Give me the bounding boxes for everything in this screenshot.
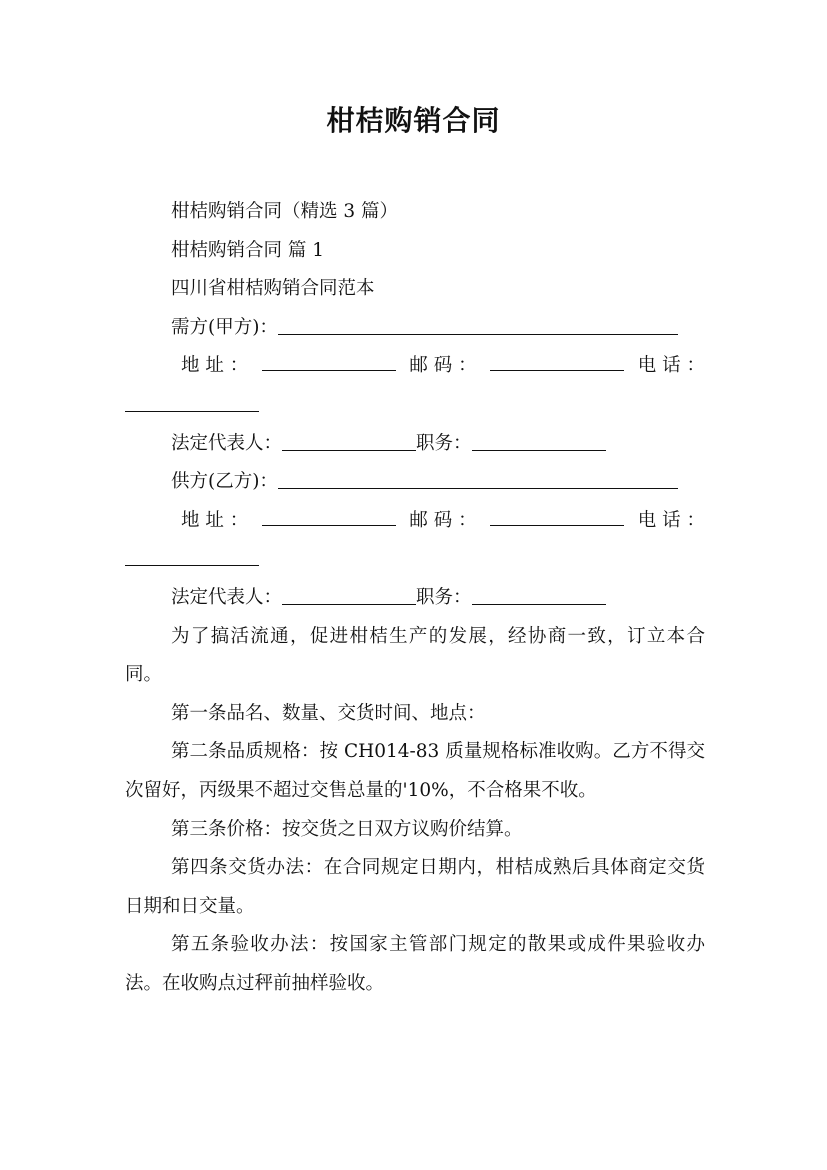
seller-contact-line (125, 502, 705, 541)
buyer-rep-label: 法定代表人： (171, 432, 283, 454)
seller-position-label: 职务： (416, 586, 472, 608)
buyer-position-label: 职务： (416, 432, 472, 454)
seller-postcode-label: 邮 码 ： (409, 509, 477, 531)
buyer-address-blank[interactable] (262, 352, 396, 371)
buyer-label: 需方(甲方)： (171, 316, 278, 338)
buyer-contact-line (125, 347, 705, 386)
seller-name-blank[interactable] (278, 470, 678, 489)
buyer-name-blank[interactable] (278, 316, 678, 335)
seller-address-label: 地 址 ： (181, 509, 249, 531)
clause-1: 第一条品名、数量、交货时间、地点： (171, 702, 486, 724)
buyer-phone-line (125, 386, 705, 425)
intro-line: 柑桔购销合同 篇 1 (171, 239, 325, 261)
seller-rep-line (125, 579, 705, 618)
seller-rep-label: 法定代表人： (171, 586, 283, 608)
intro-line: 柑桔购销合同（精选 3 篇） (171, 201, 399, 222)
seller-phone-label: 电 话 ： (637, 509, 705, 531)
seller-address-blank[interactable] (262, 507, 396, 526)
seller-position-blank[interactable] (472, 586, 606, 605)
document-body (125, 193, 705, 1003)
buyer-phone-label: 电 话 ： (637, 355, 705, 377)
buyer-phone-blank[interactable] (125, 393, 259, 412)
seller-party-line (125, 463, 705, 502)
document-title: 柑桔购销合同 (326, 104, 501, 137)
buyer-address-label: 地 址 ： (181, 355, 249, 377)
buyer-rep-blank[interactable] (282, 432, 416, 451)
clause-4: 第四条交货办法：在合同规定日期内，柑桔成熟后具体商定交货日期和日交量。 (125, 857, 705, 917)
clause-2: 第二条品质规格：按 CH014-83 质量规格标准收购。乙方不得交次留好，丙级果不超过交售总量的'10%，不合格果不收。 (125, 741, 705, 801)
seller-postcode-blank[interactable] (490, 507, 624, 526)
buyer-postcode-blank[interactable] (490, 352, 624, 371)
buyer-rep-line (125, 425, 705, 464)
seller-phone-line (125, 540, 705, 579)
buyer-postcode-label: 邮 码 ： (409, 355, 477, 377)
intro-line: 四川省柑桔购销合同范本 (171, 278, 375, 300)
paragraph-preamble: 为了搞活流通，促进柑桔生产的发展，经协商一致，订立本合同。 (125, 625, 705, 686)
seller-phone-blank[interactable] (125, 547, 259, 566)
buyer-position-blank[interactable] (472, 432, 606, 451)
seller-label: 供方(乙方)： (171, 471, 278, 493)
clause-5: 第五条验收办法：按国家主管部门规定的散果或成件果验收办法。在收购点过秤前抽样验收。 (125, 934, 705, 994)
clause-3: 第三条价格：按交货之日双方议购价结算。 (171, 818, 523, 840)
seller-rep-blank[interactable] (282, 586, 416, 605)
buyer-party-line (125, 309, 705, 348)
